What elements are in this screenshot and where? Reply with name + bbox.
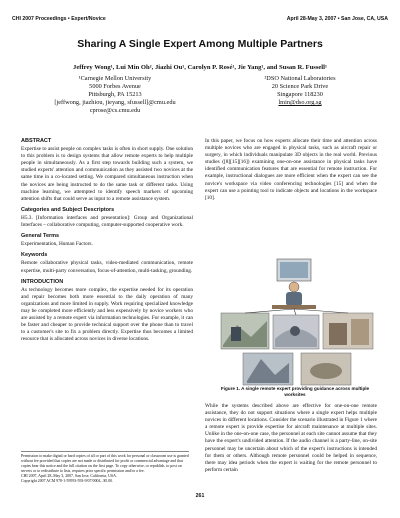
general-terms-text: Experimentation, Human Factors.: [21, 241, 93, 248]
figure-1-illustration: [217, 255, 377, 388]
affiliation-address: 5000 Forbes Avenue: [89, 83, 141, 91]
keywords-text: Remote collaborative physical tasks, video-mediated communication, remote expertise, multi-party conversation, focus-of-attention, multi-tasking, grounding.: [21, 260, 193, 274]
right-intro-text: In this paper, we focus on how experts allocate their time and attention across multiple novices who are engaged in physical tasks, such as aircraft repair or surgery, in which individuals manipulate 3D objects in the real world. Previous studies ([8][15][16]) examining one-on-one assistance in physical tasks have identified communication features that are essential for remote instruction. For example, instructional dialogues are more efficient when the expert can see the novice's workspace via video conferencing technologies [15] and when the expert can use a pointing tool to indicate objects and locations in the workspace [10].: [205, 138, 377, 201]
paper-title: Sharing A Single Expert Among Multiple Partners: [77, 38, 323, 50]
footnote-permission: Permission to make digital or hard copies of all or part of this work for personal or classroom use is granted without fee provided that copies are not made or distributed for profit or commercial advantage and that copies bear this notice and the full citation on the first page. To copy otherwise, or republish, to post on servers or to redistribute to lists, requires prior specific permission and/or a fee.: [21, 454, 189, 473]
categories-heading: Categories and Subject Descriptors: [21, 206, 115, 213]
left-column: [21, 138, 193, 345]
footnote-conference: CHI 2007, April 28–May 3, 2007, San Jose, California, USA.: [21, 473, 117, 478]
abstract-heading: ABSTRACT: [21, 138, 52, 144]
introduction-heading: INTRODUCTION: [21, 278, 64, 285]
right-column-bottom: [205, 403, 377, 476]
header-right: April 28-May 3, 2007 • San Jose, CA, USA: [286, 16, 388, 22]
affiliation-address: 20 Science Park Drive: [271, 83, 329, 91]
affiliation-address: Singapore 118230: [277, 91, 323, 99]
affiliation-name: ²DSO National Laboratories: [264, 75, 336, 82]
copyright-footnote: [21, 451, 189, 483]
affiliation-email[interactable]: [jeffwong, jiazhiou, jieyang, sfussell]@cmu.edu: [54, 99, 176, 107]
worksite-photo-center: [273, 315, 319, 349]
affiliation-cmu: [20, 75, 210, 115]
running-header: [12, 16, 388, 26]
right-column-top: [205, 138, 377, 204]
affiliation-name: ¹Carnegie Mellon University: [78, 75, 152, 82]
affiliation-email[interactable]: cprose@cs.cmu.edu: [89, 107, 141, 115]
figure-caption: Figure 1. A single remote expert providing guidance across multiple worksites: [220, 386, 370, 397]
abstract-text: Expertise to assist people on complex tasks is often in short supply. One solution to this problem is to design systems that allow remote experts to help multiple people in simultaneously. As a first step towards building such a system, we studied experts' attention and communication as they assisted two novices at the same time in a co-located setting. We compared simultaneous instruction when the novices are being instructed to do the same task or different tasks. Using machine learning, we attempted to identify speech markers of upcoming attention shifts that could serve as input to a remote assistance system.: [21, 146, 193, 202]
author-list: Jeffrey Wong¹, Lui Min Oh², Jiazhi Ou¹, Carolyn P. Rosé¹, Jie Yang¹, and Susan R. Fussell¹: [73, 64, 327, 71]
categories-text: H5.3. [Information interfaces and presentation]: Group and Organizational Interfaces – collaborative computing, computer-supported cooperative work.: [21, 214, 193, 229]
affiliation-address: Pittsburgh, PA 15213: [88, 91, 142, 99]
page-number: 261: [195, 493, 205, 499]
worksite-photo-left: [221, 313, 269, 349]
general-terms-heading: General Terms: [21, 233, 60, 240]
introduction-text: As technology becomes more complex, the expertise needed for its operation and repair becomes both more essential to the daily operation of many organizations and more limited in supply. Work requiring specialized knowledge may be completed more efficiently and less expensively by novice workers who are assisted by a remote expert via information technologies. For example, it can be faster and cheaper to provide technical support over the phone than to travel to a customer's site to fix a problem directly. Expertise thus becomes a limited resource that is allocated across novices in diverse locations.: [21, 286, 193, 343]
right-body-text: While the systems described above are effective for one-on-one remote assistance, they do not support situations where a single expert helps multiple novices in different locations. Consider the scenario illustrated in Figure 1 where a remote expert is provide expertise for aircraft maintenance at multiple sites. Unlike in the one-on-one case, the personnel at each site cannot assume that they have the expert's undivided attention. If the audio channel is a party-line, on-site personnel may be uncertain about which of the expert's instructions is intended for them or others. Although remote personnel could be helped in sequence, there may idea periods when the expert is waiting for the remote personnel to perform certain: [205, 403, 377, 473]
footnote-copyright: Copyright 2007 ACM 978-1-59593-593-9/07/0004...$5.00.: [21, 478, 114, 483]
keywords-heading: Keywords: [21, 252, 48, 259]
header-left: CHI 2007 Proceedings • Expert/Novice: [12, 16, 106, 22]
worksite-photo-right: [323, 313, 373, 349]
affiliation-dso: [210, 75, 390, 107]
affiliation-email[interactable]: lmin@dso.org.sg: [278, 99, 322, 107]
